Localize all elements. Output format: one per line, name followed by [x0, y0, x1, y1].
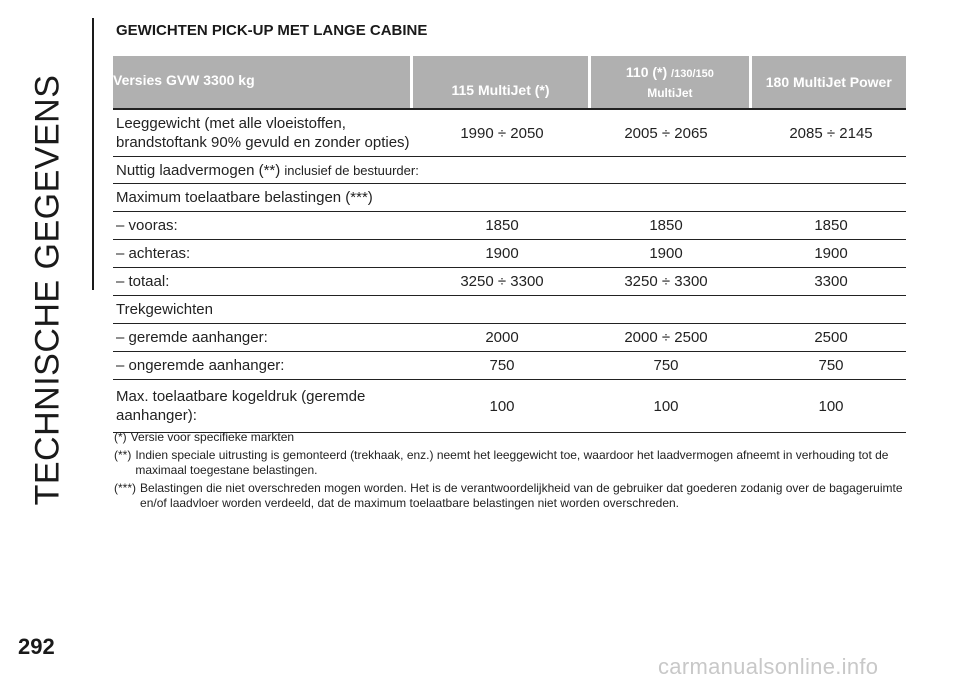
weights-table — [113, 56, 906, 433]
row-label: – ongeremde aanhanger: — [116, 357, 285, 374]
footnote: (**) Indien speciale uitrusting is gemonteerd (trekhaak, enz.) neemt het leeggewicht toe, waardoor het laadvermogen afneemt in verhouding tot de maximaal toegestane belastingen. — [114, 448, 889, 477]
table-row — [113, 380, 906, 433]
section-title: GEWICHTEN PICK-UP MET LANGE CABINE — [116, 22, 428, 39]
header-115-multijet: 115 MultiJet (*) — [413, 56, 588, 108]
table-row — [113, 212, 906, 240]
cell-180: 2085 ÷ 2145 — [789, 124, 873, 142]
row-label: Nuttig laadvermogen (**) inclusief de bestuurder: — [116, 161, 419, 179]
cell-180: 2500 — [814, 329, 848, 346]
cell-180: 100 — [818, 397, 844, 415]
cell-110: 2005 ÷ 2065 — [624, 124, 708, 142]
watermark: carmanualsonline.info — [658, 654, 879, 679]
header-110-sub: /130/150 — [671, 67, 714, 80]
cell-110: 1900 — [649, 245, 683, 262]
row-label: – totaal: — [116, 273, 170, 290]
chapter-side-rule — [92, 18, 94, 290]
row-label: – geremde aanhanger: — [116, 329, 268, 346]
row-label: – achteras: — [116, 245, 191, 262]
table-row — [113, 157, 906, 184]
footnotes — [114, 430, 914, 514]
footnote: (*) Versie voor specifieke markten — [114, 430, 295, 444]
header-110-line2: MultiJet — [647, 85, 693, 100]
cell-110: 2000 ÷ 2500 — [624, 329, 708, 346]
cell-110: 750 — [653, 357, 679, 374]
table-row — [113, 184, 906, 212]
table-row — [113, 240, 906, 268]
table-row — [113, 268, 906, 296]
cell-180: 750 — [818, 357, 844, 374]
cell-115: 750 — [489, 357, 515, 374]
row-label: Max. toelaatbare kogeldruk (geremde aanhanger): — [116, 388, 366, 424]
row-label: – vooras: — [116, 217, 178, 234]
cell-110: 1850 — [649, 217, 683, 234]
cell-180: 3300 — [814, 273, 848, 290]
header-110-main: 110 (*) — [625, 63, 668, 80]
cell-115: 1990 ÷ 2050 — [460, 124, 544, 142]
cell-115: 1850 — [485, 217, 519, 234]
cell-180: 1900 — [814, 245, 848, 262]
header-110-130-150-multijet — [591, 56, 748, 108]
table-row — [113, 324, 906, 352]
row-label: Leeggewicht (met alle vloeistoffen, brandstoftank 90% gevuld en zonder opties) — [116, 115, 410, 151]
header-versions: Versies GVW 3300 kg — [113, 56, 410, 108]
cell-115: 2000 — [485, 329, 519, 346]
footnote: (***) Belastingen die niet overschreden mogen worden. Het is de verantwoordelijkheid van de gebruiker dat goederen zodanig over de bagageruimte en/of laadvloer worden verdeeld, dat de maximum toelaatbare belastingen niet worden overschreden. — [114, 481, 903, 510]
table-row — [113, 352, 906, 380]
table-row — [113, 296, 906, 324]
header-180-multijet-power: 180 MultiJet Power — [752, 56, 906, 108]
cell-180: 1850 — [814, 217, 848, 234]
row-label: Maximum toelaatbare belastingen (***) — [116, 189, 373, 206]
cell-110: 3250 ÷ 3300 — [624, 273, 708, 290]
table-row — [113, 108, 906, 157]
row-label: Trekgewichten — [116, 301, 213, 318]
page-number: 292 — [18, 634, 55, 659]
cell-115: 3250 ÷ 3300 — [460, 273, 544, 290]
table-header — [113, 56, 906, 108]
cell-115: 1900 — [485, 245, 519, 262]
cell-110: 100 — [653, 397, 679, 415]
chapter-side-title: TECHNISCHE GEGEVENS — [28, 74, 67, 506]
cell-115: 100 — [489, 397, 515, 415]
